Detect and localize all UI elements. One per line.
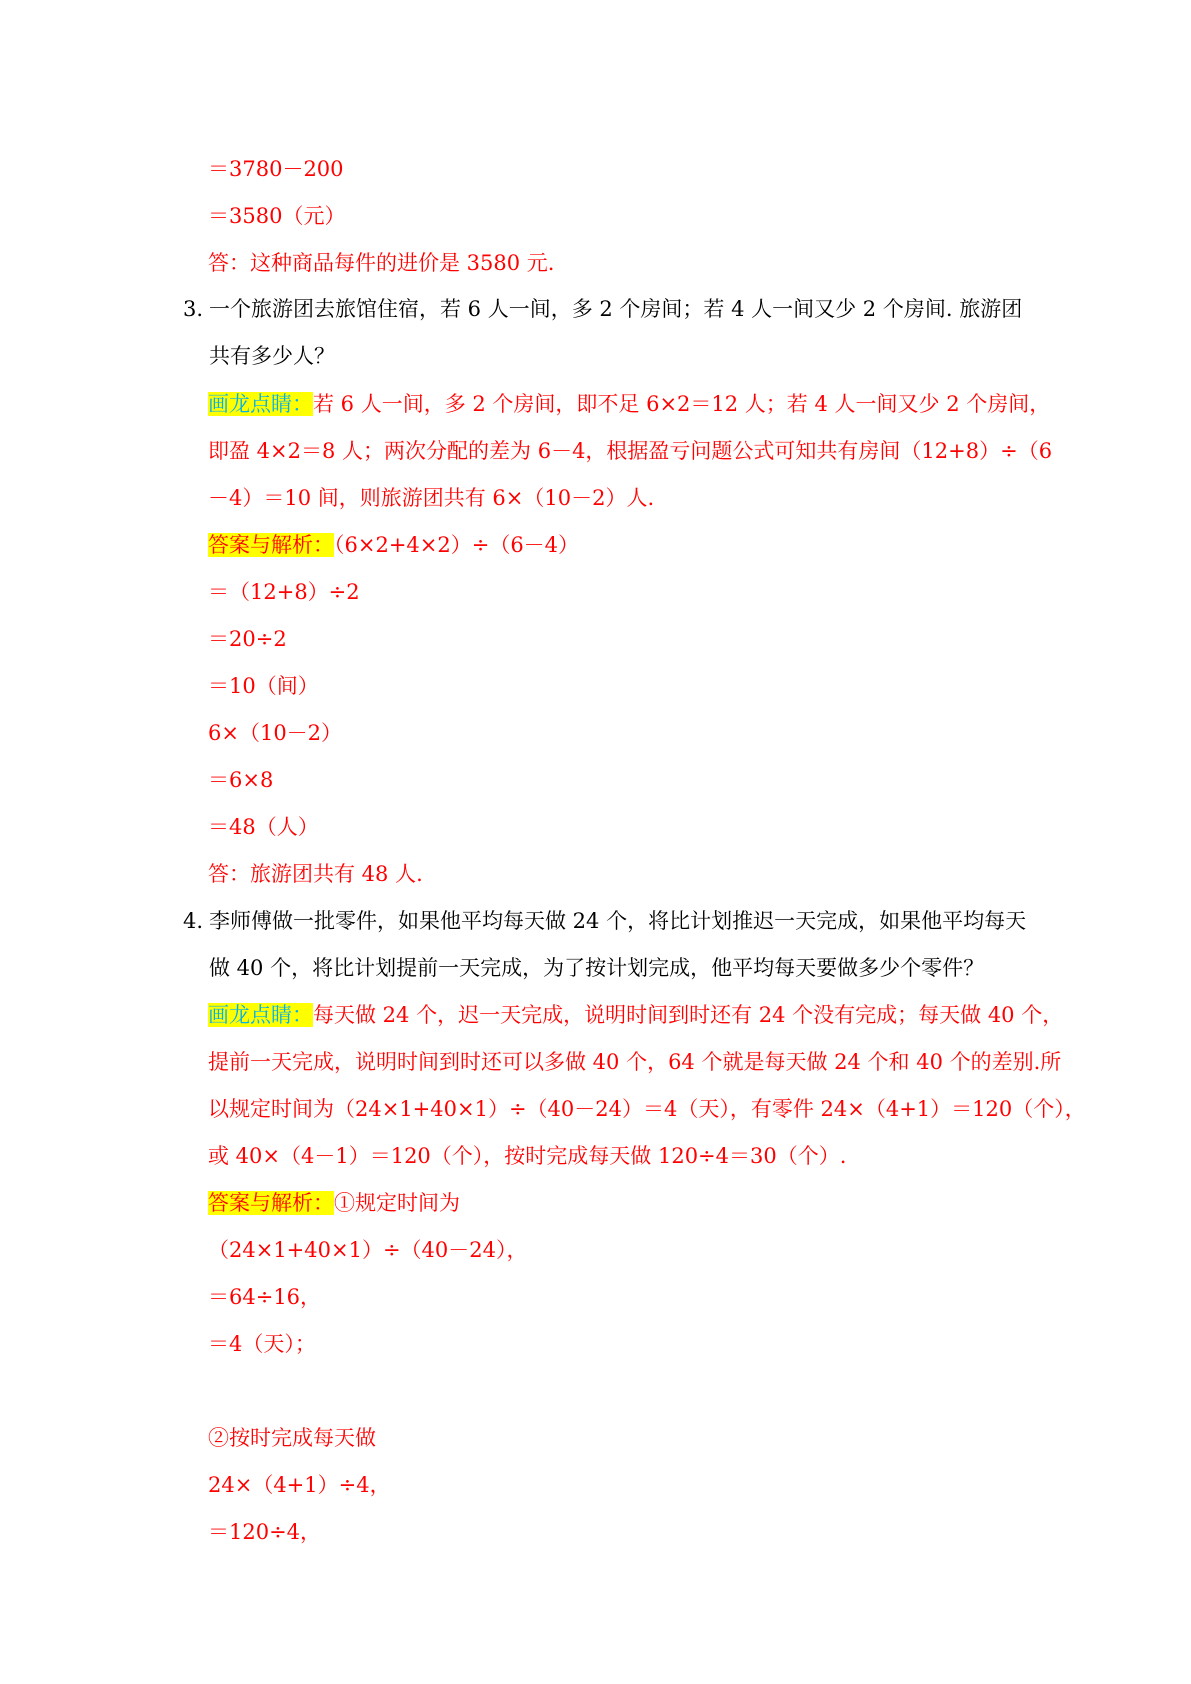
solution-line [208,1329,316,1359]
hint-text: 提前一天完成，说明时间到时还可以多做 40 个，64 个就是每天做 24 个和 40 个的差别.所 [208,1050,1062,1074]
calc-text: ＝3580（元） [208,204,346,228]
question-text: 做 40 个，将比计划提前一天完成，为了按计划完成，他平均每天要做多少个零件？ [209,956,985,980]
question-text: 一个旅游团去旅馆住宿，若 6 人一间，多 2 个房间；若 4 人一间又少 2 个房间. 旅游团 [209,297,1023,321]
question-3-line-1 [183,294,1022,324]
solution-text: （6×2+4×2）÷（6－4） [334,533,580,557]
hint-text: －4）＝10 间，则旅游团共有 6×（10－2）人. [208,486,655,510]
calc-text: ＝3780－200 [208,157,344,181]
question-3-line-2 [209,341,335,371]
hint-text: 若 6 人一间，多 2 个房间，即不足 6×2＝12 人；若 4 人一间又少 2 个房间， [313,392,1051,416]
question-4-line-2 [209,953,984,983]
hint-line [208,483,654,513]
question-text: 李师傅做一批零件，如果他平均每天做 24 个，将比计划推迟一天完成，如果他平均每天 [209,909,1027,933]
solution-text: ＝（12+8）÷2 [208,580,360,604]
solution-text: ＝10（间） [208,674,319,698]
question-text: 共有多少人？ [209,344,335,368]
solution-line [208,1282,321,1312]
question-number: 4. [183,909,204,933]
solution-tag: 答案与解析： [208,1191,334,1215]
hint-tag: 画龙点睛： [208,1003,313,1027]
question-4-line-1 [183,906,1026,936]
solution-line [208,1188,460,1218]
solution-text: ＝120÷4， [208,1520,322,1544]
hint-text: 或 40×（4－1）＝120（个），按时完成每天做 120÷4＝30（个）. [208,1144,847,1168]
answer-text: 答：旅游团共有 48 人. [208,862,423,886]
hint-text: 即盈 4×2＝8 人；两次分配的差为 6－4，根据盈亏问题公式可知共有房间（12+8）÷（6 [208,439,1053,463]
solution-line [208,812,319,842]
solution-text: （24×1+40×1）÷（40－24）， [208,1238,528,1262]
solution-line [208,718,342,748]
calc-line [208,201,345,231]
solution-line [208,1470,391,1500]
answer-text: 答：这种商品每件的进价是 3580 元. [208,251,555,275]
solution-text: ＝64÷16， [208,1285,322,1309]
hint-line [208,1000,1063,1030]
hint-line [208,1141,846,1171]
solution-text: 6×（10－2） [208,721,343,745]
hint-text: 每天做 24 个，迟一天完成，说明时间到时还有 24 个没有完成；每天做 40 个， [313,1003,1064,1027]
hint-line [208,1094,1086,1124]
solution-line [208,1517,321,1547]
solution-line [208,577,360,607]
solution-tag: 答案与解析： [208,533,334,557]
hint-tag: 画龙点睛： [208,392,313,416]
solution-line [208,671,319,701]
solution-line [208,624,287,654]
solution-text: 24×（4+1）÷4， [208,1473,391,1497]
hint-line [208,389,1050,419]
solution-text: ②按时完成每天做 [208,1426,376,1450]
question-number: 3. [183,297,204,321]
hint-line [208,436,1052,466]
answer-line [208,859,423,889]
calc-line [208,154,344,184]
solution-line [208,530,579,560]
solution-line [208,1423,376,1453]
solution-text: ＝20÷2 [208,627,287,651]
answer-line [208,248,554,278]
solution-text: ①规定时间为 [334,1191,460,1215]
solution-text: ＝6×8 [208,768,274,792]
solution-text: ＝48（人） [208,815,319,839]
hint-text: 以规定时间为（24×1+40×1）÷（40－24）＝4（天），有零件 24×（4+1）＝120（个）， [208,1097,1086,1121]
solution-text: ＝4（天）； [208,1332,316,1356]
solution-line [208,1235,528,1265]
solution-line [208,765,273,795]
hint-line [208,1047,1061,1077]
